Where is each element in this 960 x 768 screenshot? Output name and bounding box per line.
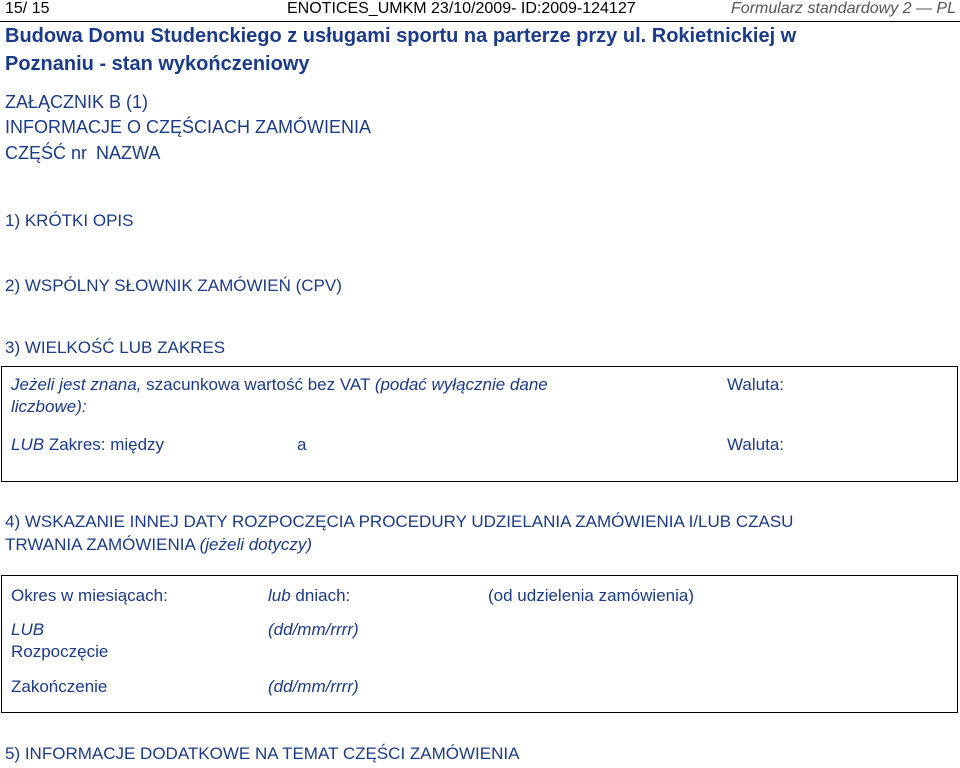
section-2-heading: 2) WSPÓLNY SŁOWNIK ZAMÓWIEŃ (CPV) (5, 276, 342, 295)
from-award-label: (od udzielenia zamówienia) (488, 586, 695, 605)
range-lub: LUB (11, 435, 45, 454)
end-label: Zakończenie (11, 677, 108, 696)
range-row (11, 435, 164, 455)
start-date-format: (dd/mm/rrrr) (268, 620, 359, 639)
section-5-heading: 5) INFORMACJE DODATKOWE NA TEMAT CZĘŚCI ZAMÓWIENIA (5, 744, 520, 763)
form-name: Formularz standardowy 2 — PL (731, 0, 956, 17)
value-row-1-italic-b: (podać wyłącznie dane (374, 375, 548, 394)
title-line-2: Poznaniu - stan wykończeniowy (5, 53, 310, 75)
notice-id: ENOTICES_UMKM 23/10/2009- ID:2009-124127 (287, 0, 636, 17)
section-4-heading-2 (5, 535, 312, 555)
value-row-1-italic-a: Jeżeli jest znana, (11, 375, 142, 394)
section-4-note: (jeżeli dotyczy) (199, 535, 313, 554)
days-label: dniach: (295, 586, 351, 605)
currency-label-1: Waluta: (727, 375, 785, 394)
days-or: lub (268, 586, 291, 605)
section-3-heading: 3) WIELKOŚĆ LUB ZAKRES (5, 338, 226, 357)
section-4-heading-2-text: TRWANIA ZAMÓWIENIA (5, 535, 195, 554)
annex-title: ZAŁĄCZNIK B (1) (5, 92, 149, 112)
part-name-line (5, 143, 160, 164)
page-number: 15/ 15 (5, 0, 50, 17)
range-and: a (297, 435, 307, 454)
range-label: Zakres: między (48, 435, 165, 454)
end-date-format: (dd/mm/rrrr) (268, 677, 359, 696)
section-1-heading: 1) KRÓTKI OPIS (5, 211, 134, 230)
value-row-1-text: szacunkowa wartość bez VAT (146, 375, 371, 394)
currency-label-2: Waluta: (727, 435, 785, 454)
part-label: CZĘŚĆ nr (5, 143, 88, 163)
annex-subtitle: INFORMACJE O CZĘŚCIACH ZAMÓWIENIA (5, 117, 372, 137)
section-4-heading-1: 4) WSKAZANIE INNEJ DATY ROZPOCZĘCIA PROCEDURY UDZIELANIA ZAMÓWIENIA I/LUB CZASU (5, 512, 794, 531)
months-label: Okres w miesiącach: (11, 586, 168, 605)
value-row-1-cont: liczbowe): (11, 397, 87, 416)
title-line-1: Budowa Domu Studenckiego z usługami sportu na parterze przy ul. Rokietnickiej w (5, 25, 797, 47)
start-label: Rozpoczęcie (11, 642, 109, 661)
days-row (268, 586, 350, 606)
duration-lub: LUB (11, 620, 45, 639)
value-row-1 (11, 375, 548, 395)
name-label: NAZWA (96, 143, 161, 163)
